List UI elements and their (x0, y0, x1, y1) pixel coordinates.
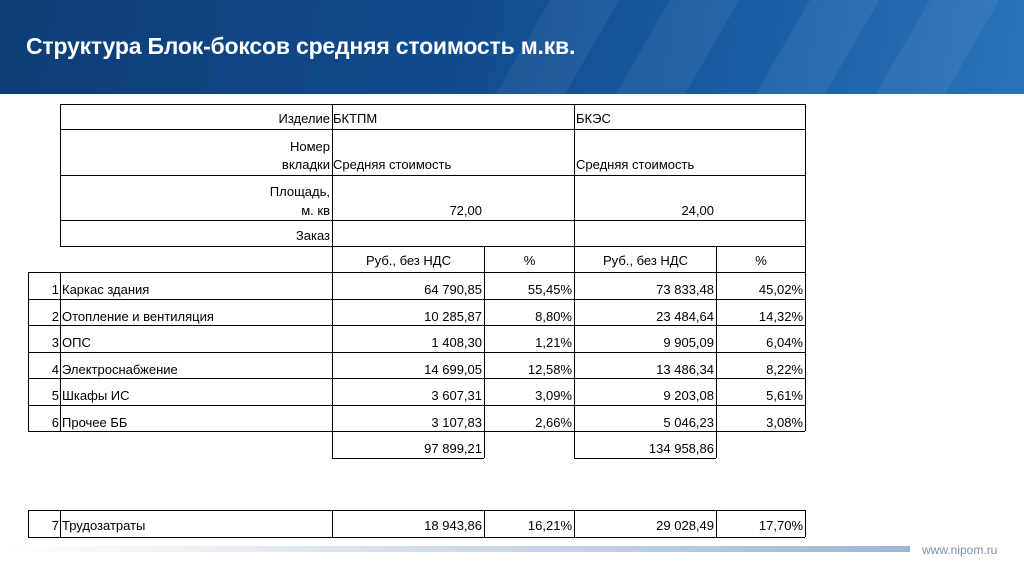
row-rub-1: 64 790,85 (424, 282, 482, 297)
row-pct-1: 12,58% (527, 362, 572, 377)
row-number: 6 (51, 415, 59, 430)
total-rub-2: 134 958,86 (648, 441, 714, 456)
row-pct-2: 45,02% (758, 282, 803, 297)
row-pct-2: 14,32% (758, 309, 803, 324)
row-rub-2: 9 905,09 (663, 335, 714, 350)
row-name: Каркас здания (62, 282, 150, 297)
row-rub-1: 10 285,87 (424, 309, 482, 324)
col-header-pct-1: % (523, 253, 536, 268)
row-number: 2 (51, 309, 59, 324)
row-number: 4 (51, 362, 59, 377)
area-value-1: 72,00 (449, 203, 482, 218)
row-rub-2: 23 484,64 (656, 309, 714, 324)
row-pct-1: 3,09% (535, 388, 572, 403)
labor-pct-1: 16,21% (527, 518, 572, 533)
row-pct-2: 3,08% (766, 415, 803, 430)
row-rub-2: 9 203,08 (663, 388, 714, 403)
col-header-rub-1: Руб., без НДС (366, 253, 451, 268)
labor-number: 7 (51, 518, 59, 533)
row-pct-1: 55,45% (527, 282, 572, 297)
row-number: 5 (51, 388, 59, 403)
total-rub-1: 97 899,21 (424, 441, 482, 456)
row-name: Шкафы ИС (62, 388, 130, 403)
row-name: Отопление и вентиляция (62, 309, 214, 324)
labor-rub-1: 18 943,86 (424, 518, 482, 533)
footer-url: www.nipom.ru (922, 543, 998, 557)
footer-bar (0, 546, 910, 552)
row-name: Электроснабжение (62, 362, 178, 377)
header-decoration (594, 0, 746, 94)
product-bktpm: БКТПМ (333, 111, 378, 126)
row-rub-2: 5 046,23 (663, 415, 714, 430)
header-label-area-line2: м. кв (301, 203, 330, 218)
labor-rub-2: 29 028,49 (656, 518, 714, 533)
labor-pct-2: 17,70% (758, 518, 803, 533)
row-rub-1: 3 107,83 (431, 415, 482, 430)
slide-header (0, 0, 1024, 94)
row-pct-2: 6,04% (766, 335, 803, 350)
area-value-2: 24,00 (681, 203, 714, 218)
row-rub-1: 3 607,31 (431, 388, 482, 403)
row-rub-1: 14 699,05 (424, 362, 482, 377)
slide-title: Структура Блок-боксов средняя стоимость м.кв. (26, 33, 576, 59)
row-rub-2: 73 833,48 (656, 282, 714, 297)
row-pct-2: 5,61% (766, 388, 803, 403)
row-rub-2: 13 486,34 (656, 362, 714, 377)
col-header-pct-2: % (755, 253, 767, 268)
row-name: Прочее ББ (62, 415, 128, 430)
header-label-tab-line1: Номер (289, 139, 330, 154)
row-number: 3 (51, 335, 59, 350)
header-label-product: Изделие (278, 111, 330, 126)
avg-cost-label-1: Средняя стоимость (333, 157, 452, 172)
col-header-rub-2: Руб., без НДС (603, 253, 688, 268)
row-number: 1 (51, 282, 59, 297)
product-bkes: БКЭС (576, 111, 611, 126)
labor-name: Трудозатраты (62, 518, 146, 533)
row-pct-1: 8,80% (535, 309, 572, 324)
header-decoration (854, 0, 1006, 94)
row-pct-2: 8,22% (766, 362, 803, 377)
header-label-area-line1: Площадь, (269, 184, 330, 199)
header-decoration (734, 0, 886, 94)
header-label-tab-line2: вкладки (281, 157, 330, 172)
row-name: ОПС (62, 335, 91, 350)
row-pct-1: 1,21% (535, 335, 572, 350)
header-label-order: Заказ (295, 228, 330, 243)
avg-cost-label-2: Средняя стоимость (576, 157, 695, 172)
row-rub-1: 1 408,30 (431, 335, 482, 350)
row-pct-1: 2,66% (535, 415, 572, 430)
